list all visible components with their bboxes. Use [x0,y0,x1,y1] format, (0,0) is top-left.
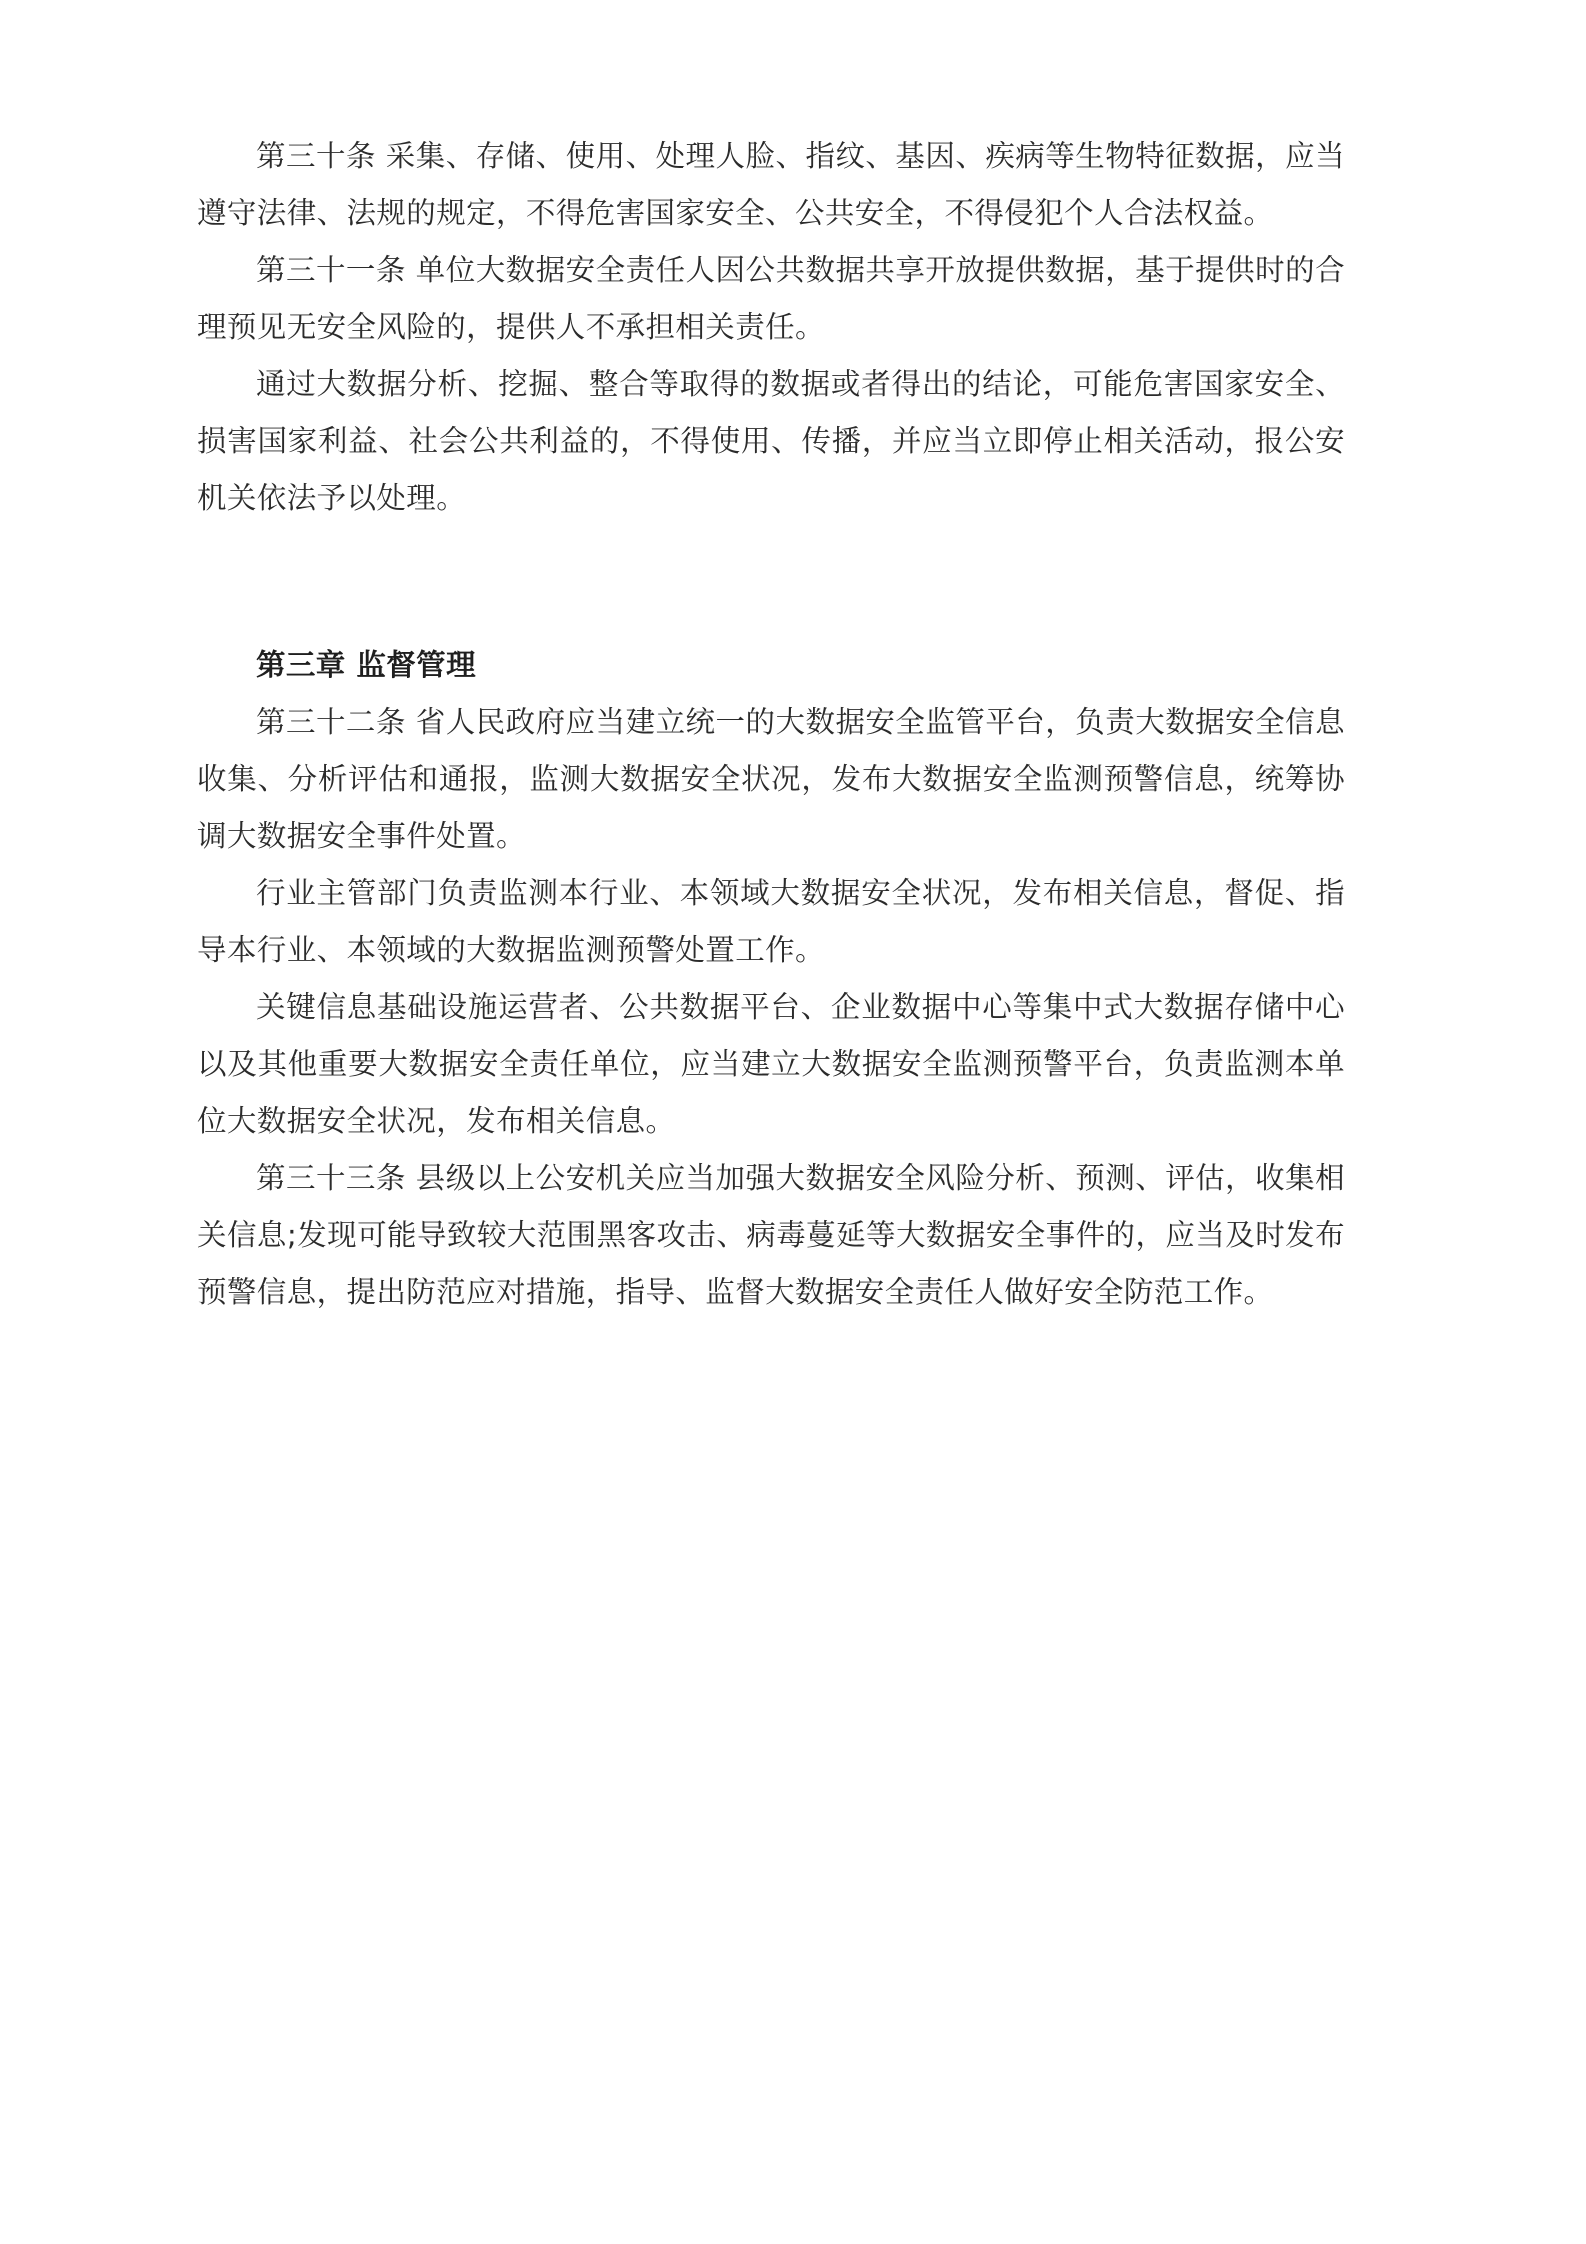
paragraph-article-32: 第三十二条 省人民政府应当建立统一的大数据安全监管平台，负责大数据安全信息收集、分析评估和通报，监测大数据安全状况，发布大数据安全监测预警信息，统筹协调大数据安全事件处置。 [197,705,1345,853]
section-spacer [197,527,1345,637]
paragraph-article-32-clause-3: 关键信息基础设施运营者、公共数据平台、企业数据中心等集中式大数据存储中心以及其他重要大数据安全责任单位，应当建立大数据安全监测预警平台，负责监测本单位大数据安全状况，发布相关信息。 [197,990,1345,1138]
paragraph-article-30: 第三十条 采集、存储、使用、处理人脸、指纹、基因、疾病等生物特征数据，应当遵守法律、法规的规定，不得危害国家安全、公共安全，不得侵犯个人合法权益。 [197,139,1345,230]
paragraph-article-32-clause-2: 行业主管部门负责监测本行业、本领域大数据安全状况，发布相关信息，督促、指导本行业、本领域的大数据监测预警处置工作。 [197,876,1345,967]
paragraph-article-33: 第三十三条 县级以上公安机关应当加强大数据安全风险分析、预测、评估，收集相关信息;发现可能导致较大范围黑客攻击、病毒蔓延等大数据安全事件的，应当及时发布预警信息，提出防范应对措施，指导、监督大数据安全责任人做好安全防范工作。 [197,1161,1345,1309]
document-body [197,128,1345,1321]
paragraph-article-31: 第三十一条 单位大数据安全责任人因公共数据共享开放提供数据，基于提供时的合理预见无安全风险的，提供人不承担相关责任。 [197,253,1345,344]
chapter-3-heading: 第三章 监督管理 [256,648,476,682]
paragraph-article-31-clause-2: 通过大数据分析、挖掘、整合等取得的数据或者得出的结论，可能危害国家安全、损害国家利益、社会公共利益的，不得使用、传播，并应当立即停止相关活动，报公安机关依法予以处理。 [197,367,1345,515]
